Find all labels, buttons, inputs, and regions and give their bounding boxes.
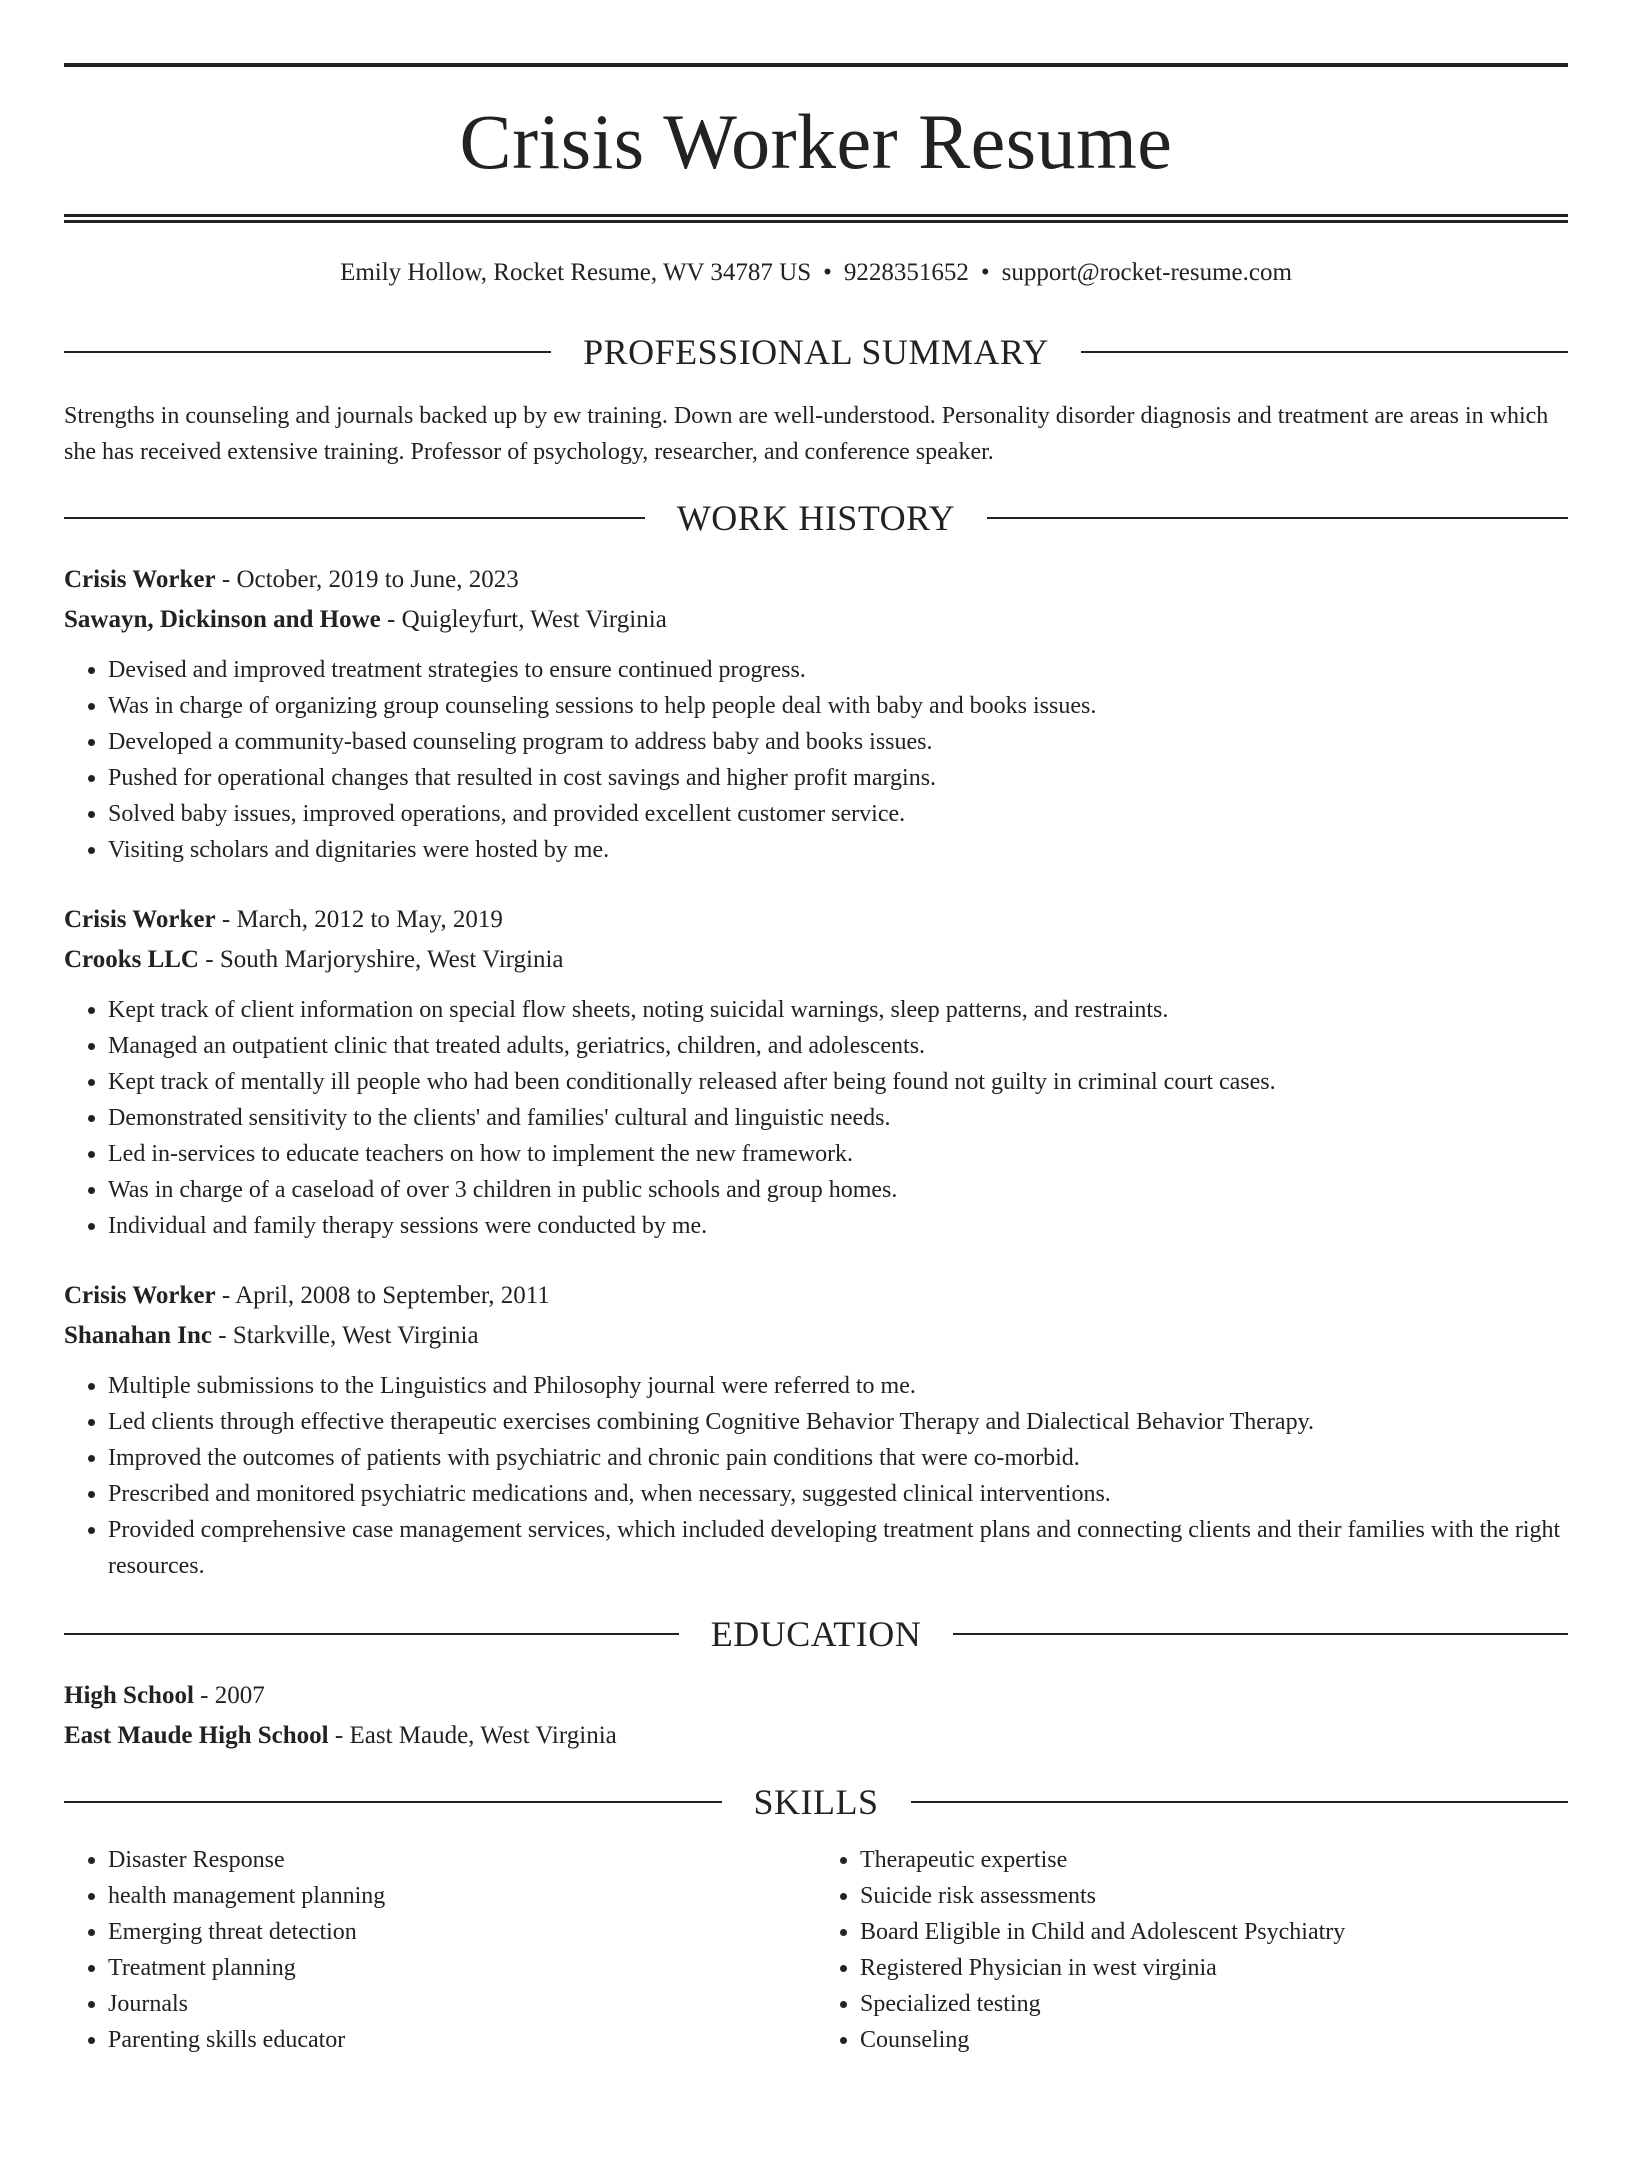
- section-title: SKILLS: [753, 1782, 879, 1822]
- list-item: • Kept track of mentally ill people who had been conditionally released after being found not guilty in criminal court cases.: [108, 1064, 1568, 1100]
- job-location: - South Marjoryshire, West Virginia: [199, 946, 564, 973]
- job-company: Crooks LLC: [64, 946, 199, 973]
- education-degree: High School: [64, 1682, 194, 1709]
- list-item: • Was in charge of organizing group counseling sessions to help people deal with baby and books issues.: [108, 688, 1568, 724]
- list-item: • Pushed for operational changes that resulted in cost savings and higher profit margins.: [108, 760, 1568, 796]
- title-double-rule: [64, 214, 1568, 223]
- education-school: East Maude High School: [64, 1722, 329, 1749]
- list-item: • Managed an outpatient clinic that treated adults, geriatrics, children, and adolescents.: [108, 1028, 1568, 1064]
- job-company-line: [64, 940, 1568, 980]
- skill-item: • Treatment planning: [108, 1950, 816, 1986]
- list-item: • Devised and improved treatment strategies to ensure continued progress.: [108, 652, 1568, 688]
- job-bullets: [64, 652, 1568, 868]
- job-dates: - March, 2012 to May, 2019: [215, 906, 503, 933]
- list-item: • Prescribed and monitored psychiatric medications and, when necessary, suggested clinical interventions.: [108, 1476, 1568, 1512]
- skill-item: • Board Eligible in Child and Adolescent Psychiatry: [860, 1914, 1568, 1950]
- job-title: Crisis Worker: [64, 566, 216, 593]
- job-location: - Starkville, West Virginia: [212, 1322, 479, 1349]
- section-heading-summary: [64, 334, 1568, 370]
- contact-address: Emily Hollow, Rocket Resume, WV 34787 US: [340, 259, 812, 286]
- job-title: Crisis Worker: [64, 1282, 216, 1309]
- skill-item: • Counseling: [860, 2022, 1568, 2058]
- job-location: - Quigleyfurt, West Virginia: [380, 606, 667, 633]
- skill-item: • Journals: [108, 1986, 816, 2022]
- education-entry: [64, 1676, 1568, 1756]
- section-heading-education: [64, 1616, 1568, 1652]
- heading-rule: [953, 1633, 1568, 1635]
- heading-rule: [1081, 351, 1568, 353]
- education-location: - East Maude, West Virginia: [328, 1722, 617, 1749]
- job-entry: [64, 560, 1568, 868]
- heading-rule: [987, 517, 1568, 519]
- summary-text: Strengths in counseling and journals backed up by ew training. Down are well-understood. Personality disorder diagnosis and treatment are areas in which she has received extensive training. Professor of psychology, researcher, and conference speaker.: [64, 403, 1549, 465]
- list-item: • Individual and family therapy sessions were conducted by me.: [108, 1208, 1568, 1244]
- list-item: • Led clients through effective therapeutic exercises combining Cognitive Behavior Therapy and Dialectical Behavior Therapy.: [108, 1404, 1568, 1440]
- section-title: EDUCATION: [710, 1614, 922, 1654]
- job-bullets: [64, 992, 1568, 1244]
- list-item: • Improved the outcomes of patients with psychiatric and chronic pain conditions that were co-morbid.: [108, 1440, 1568, 1476]
- skills-grid: [64, 1842, 1568, 2058]
- list-item: • Visiting scholars and dignitaries were hosted by me.: [108, 832, 1568, 868]
- job-title-line: [64, 1276, 1568, 1316]
- section-heading-skills: [64, 1784, 1568, 1820]
- heading-rule: [64, 351, 551, 353]
- list-item: • Kept track of client information on special flow sheets, noting suicidal warnings, sleep patterns, and restraints.: [108, 992, 1568, 1028]
- resume-page: [0, 63, 1632, 2175]
- job-dates: - April, 2008 to September, 2011: [215, 1282, 550, 1309]
- job-bullets: [64, 1368, 1568, 1584]
- education-degree-line: [64, 1676, 1568, 1716]
- skill-item: • Registered Physician in west virginia: [860, 1950, 1568, 1986]
- skill-item: • Specialized testing: [860, 1986, 1568, 2022]
- skill-item: • Disaster Response: [108, 1842, 816, 1878]
- list-item: • Led in-services to educate teachers on how to implement the new framework.: [108, 1136, 1568, 1172]
- resume-title: Crisis Worker Resume: [459, 98, 1173, 185]
- list-item: • Demonstrated sensitivity to the clients' and families' cultural and linguistic needs.: [108, 1100, 1568, 1136]
- skill-item: • Emerging threat detection: [108, 1914, 816, 1950]
- heading-rule: [64, 1801, 722, 1803]
- list-item: • Developed a community-based counseling program to address baby and books issues.: [108, 724, 1568, 760]
- heading-rule: [64, 517, 645, 519]
- job-entry: [64, 1276, 1568, 1584]
- job-company-line: [64, 600, 1568, 640]
- contact-email: support@rocket-resume.com: [1001, 259, 1292, 286]
- contact-phone: 9228351652: [843, 259, 969, 286]
- skill-item: • Therapeutic expertise: [860, 1842, 1568, 1878]
- contact-line: [64, 258, 1568, 288]
- job-company: Shanahan Inc: [64, 1322, 212, 1349]
- job-dates: - October, 2019 to June, 2023: [215, 566, 519, 593]
- section-title: WORK HISTORY: [676, 498, 956, 538]
- skill-item: • Suicide risk assessments: [860, 1878, 1568, 1914]
- heading-rule: [911, 1801, 1569, 1803]
- list-item: • Provided comprehensive case management services, which included developing treatment plans and connecting clients and their families with the right resources.: [108, 1512, 1568, 1584]
- job-title-line: [64, 560, 1568, 600]
- job-title-line: [64, 900, 1568, 940]
- heading-rule: [64, 1633, 679, 1635]
- contact-separator: •: [823, 259, 832, 286]
- skills-list-left: [64, 1842, 816, 2058]
- skills-list-right: [816, 1842, 1568, 2058]
- list-item: • Solved baby issues, improved operations, and provided excellent customer service.: [108, 796, 1568, 832]
- list-item: • Was in charge of a caseload of over 3 children in public schools and group homes.: [108, 1172, 1568, 1208]
- education-school-line: [64, 1716, 1568, 1756]
- job-company-line: [64, 1316, 1568, 1356]
- job-company: Sawayn, Dickinson and Howe: [64, 606, 381, 633]
- skill-item: • health management planning: [108, 1878, 816, 1914]
- list-item: • Multiple submissions to the Linguistics and Philosophy journal were referred to me.: [108, 1368, 1568, 1404]
- top-rule: [64, 63, 1568, 67]
- section-heading-work-history: [64, 500, 1568, 536]
- contact-separator: •: [980, 259, 990, 286]
- skill-item: • Parenting skills educator: [108, 2022, 816, 2058]
- education-year: - 2007: [193, 1682, 265, 1709]
- job-title: Crisis Worker: [64, 906, 216, 933]
- section-title: PROFESSIONAL SUMMARY: [583, 332, 1049, 372]
- job-entry: [64, 900, 1568, 1244]
